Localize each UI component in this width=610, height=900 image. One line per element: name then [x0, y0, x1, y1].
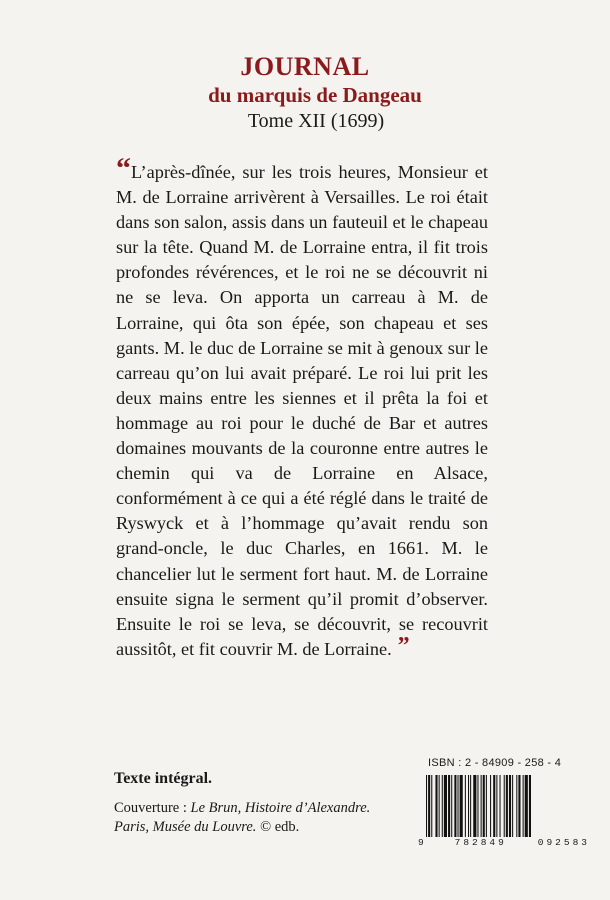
barcode-bar: [493, 775, 495, 837]
barcode-bar: [428, 775, 430, 837]
credits-prefix: Couverture :: [114, 800, 191, 816]
barcode-bar: [458, 775, 459, 837]
barcode-bar: [496, 775, 497, 837]
barcode-bar: [426, 775, 427, 837]
book-subtitle: du marquis de Dangeau: [208, 83, 422, 107]
excerpt-text: L’après-dînée, sur les trois heures, Monsieur et M. de Lorraine arrivèrent à Versailles. Le roi était dans son salon, assis dans un fauteuil et le chapeau sur la tête. Quand M. de Lorraine entra, il fit trois profondes révérences, et le roi ne se découvrit ni ne se leva. On apporta un carreau à M. de Lorraine, qui ôta son épée, son chapeau et ses gants. M. le duc de Lorraine se mit à genoux sur le carreau qu’on lui avait préparé. Le roi lui prit les deux mains entre les siennes et il prêta la foi et hommage au roi pour le duché de Bar et autres domaines mouvants de la couronne entre autres le chemin qui va de Lorraine en Alsace, conformément à ce qui a été réglé dans le traité de Ryswyck et à l’hommage qu’avait rendu son grand-oncle, le duc Charles, en 1661. M. le chancelier lut le serment fort haut. M. de Lorraine ensuite signa le serment qu’il promit d’observer. Ensuite le roi se leva, se découvrit, se recouvrit aussitôt, et fit couvrir M. de Lorraine.: [116, 162, 488, 659]
excerpt-block: [116, 152, 488, 662]
barcode-bar: [454, 775, 456, 837]
book-title: JOURNAL: [240, 52, 370, 81]
barcode-bar: [444, 775, 447, 837]
barcode-bars: [418, 775, 590, 837]
cover-credits: [114, 799, 370, 837]
barcode-digits: [418, 837, 590, 848]
barcode-bar: [529, 775, 531, 837]
barcode-bar: [442, 775, 443, 837]
barcode-digits-right: 092583: [537, 837, 590, 848]
barcode-bar: [460, 775, 463, 837]
barcode-bar: [518, 775, 520, 837]
barcode-bar: [468, 775, 469, 837]
barcode-bar: [465, 775, 466, 837]
volume-label: Tome XII (1699): [247, 110, 385, 132]
credits-artwork: Le Brun, Histoire d’Alexandre.: [190, 800, 371, 816]
barcode-bar: [473, 775, 476, 837]
barcode-bar: [431, 775, 432, 837]
barcode-bar: [481, 775, 482, 837]
barcode-bar: [486, 775, 487, 837]
barcode-bar: [470, 775, 471, 837]
credits-location: Paris, Musée du Louvre.: [114, 819, 257, 835]
close-quote: ”: [397, 632, 410, 659]
full-text-mention: Texte intégral.: [114, 770, 213, 787]
open-quote: “: [116, 152, 131, 185]
title-block: [0, 52, 610, 134]
barcode-bar: [435, 775, 437, 837]
barcode-bar: [439, 775, 440, 837]
barcode-bar: [451, 775, 452, 837]
barcode-bar: [504, 775, 505, 837]
barcode-bar: [523, 775, 524, 837]
barcode-bar: [477, 775, 478, 837]
barcode-bar: [506, 775, 508, 837]
barcode-bar: [512, 775, 513, 837]
barcode-bar: [483, 775, 485, 837]
barcode-digit-lead: 9: [418, 837, 424, 848]
excerpt-paragraph: [116, 152, 488, 662]
barcode-bar: [490, 775, 491, 837]
barcode-bar: [500, 775, 501, 837]
barcode-bar: [509, 775, 511, 837]
barcode-bar: [516, 775, 517, 837]
barcode-bar: [525, 775, 528, 837]
barcode-bar: [448, 775, 450, 837]
credits-copyright: © edb.: [256, 819, 300, 835]
isbn-label: ISBN : 2 - 84909 - 258 - 4: [428, 757, 562, 769]
barcode-digits-left: 782849: [454, 837, 507, 848]
